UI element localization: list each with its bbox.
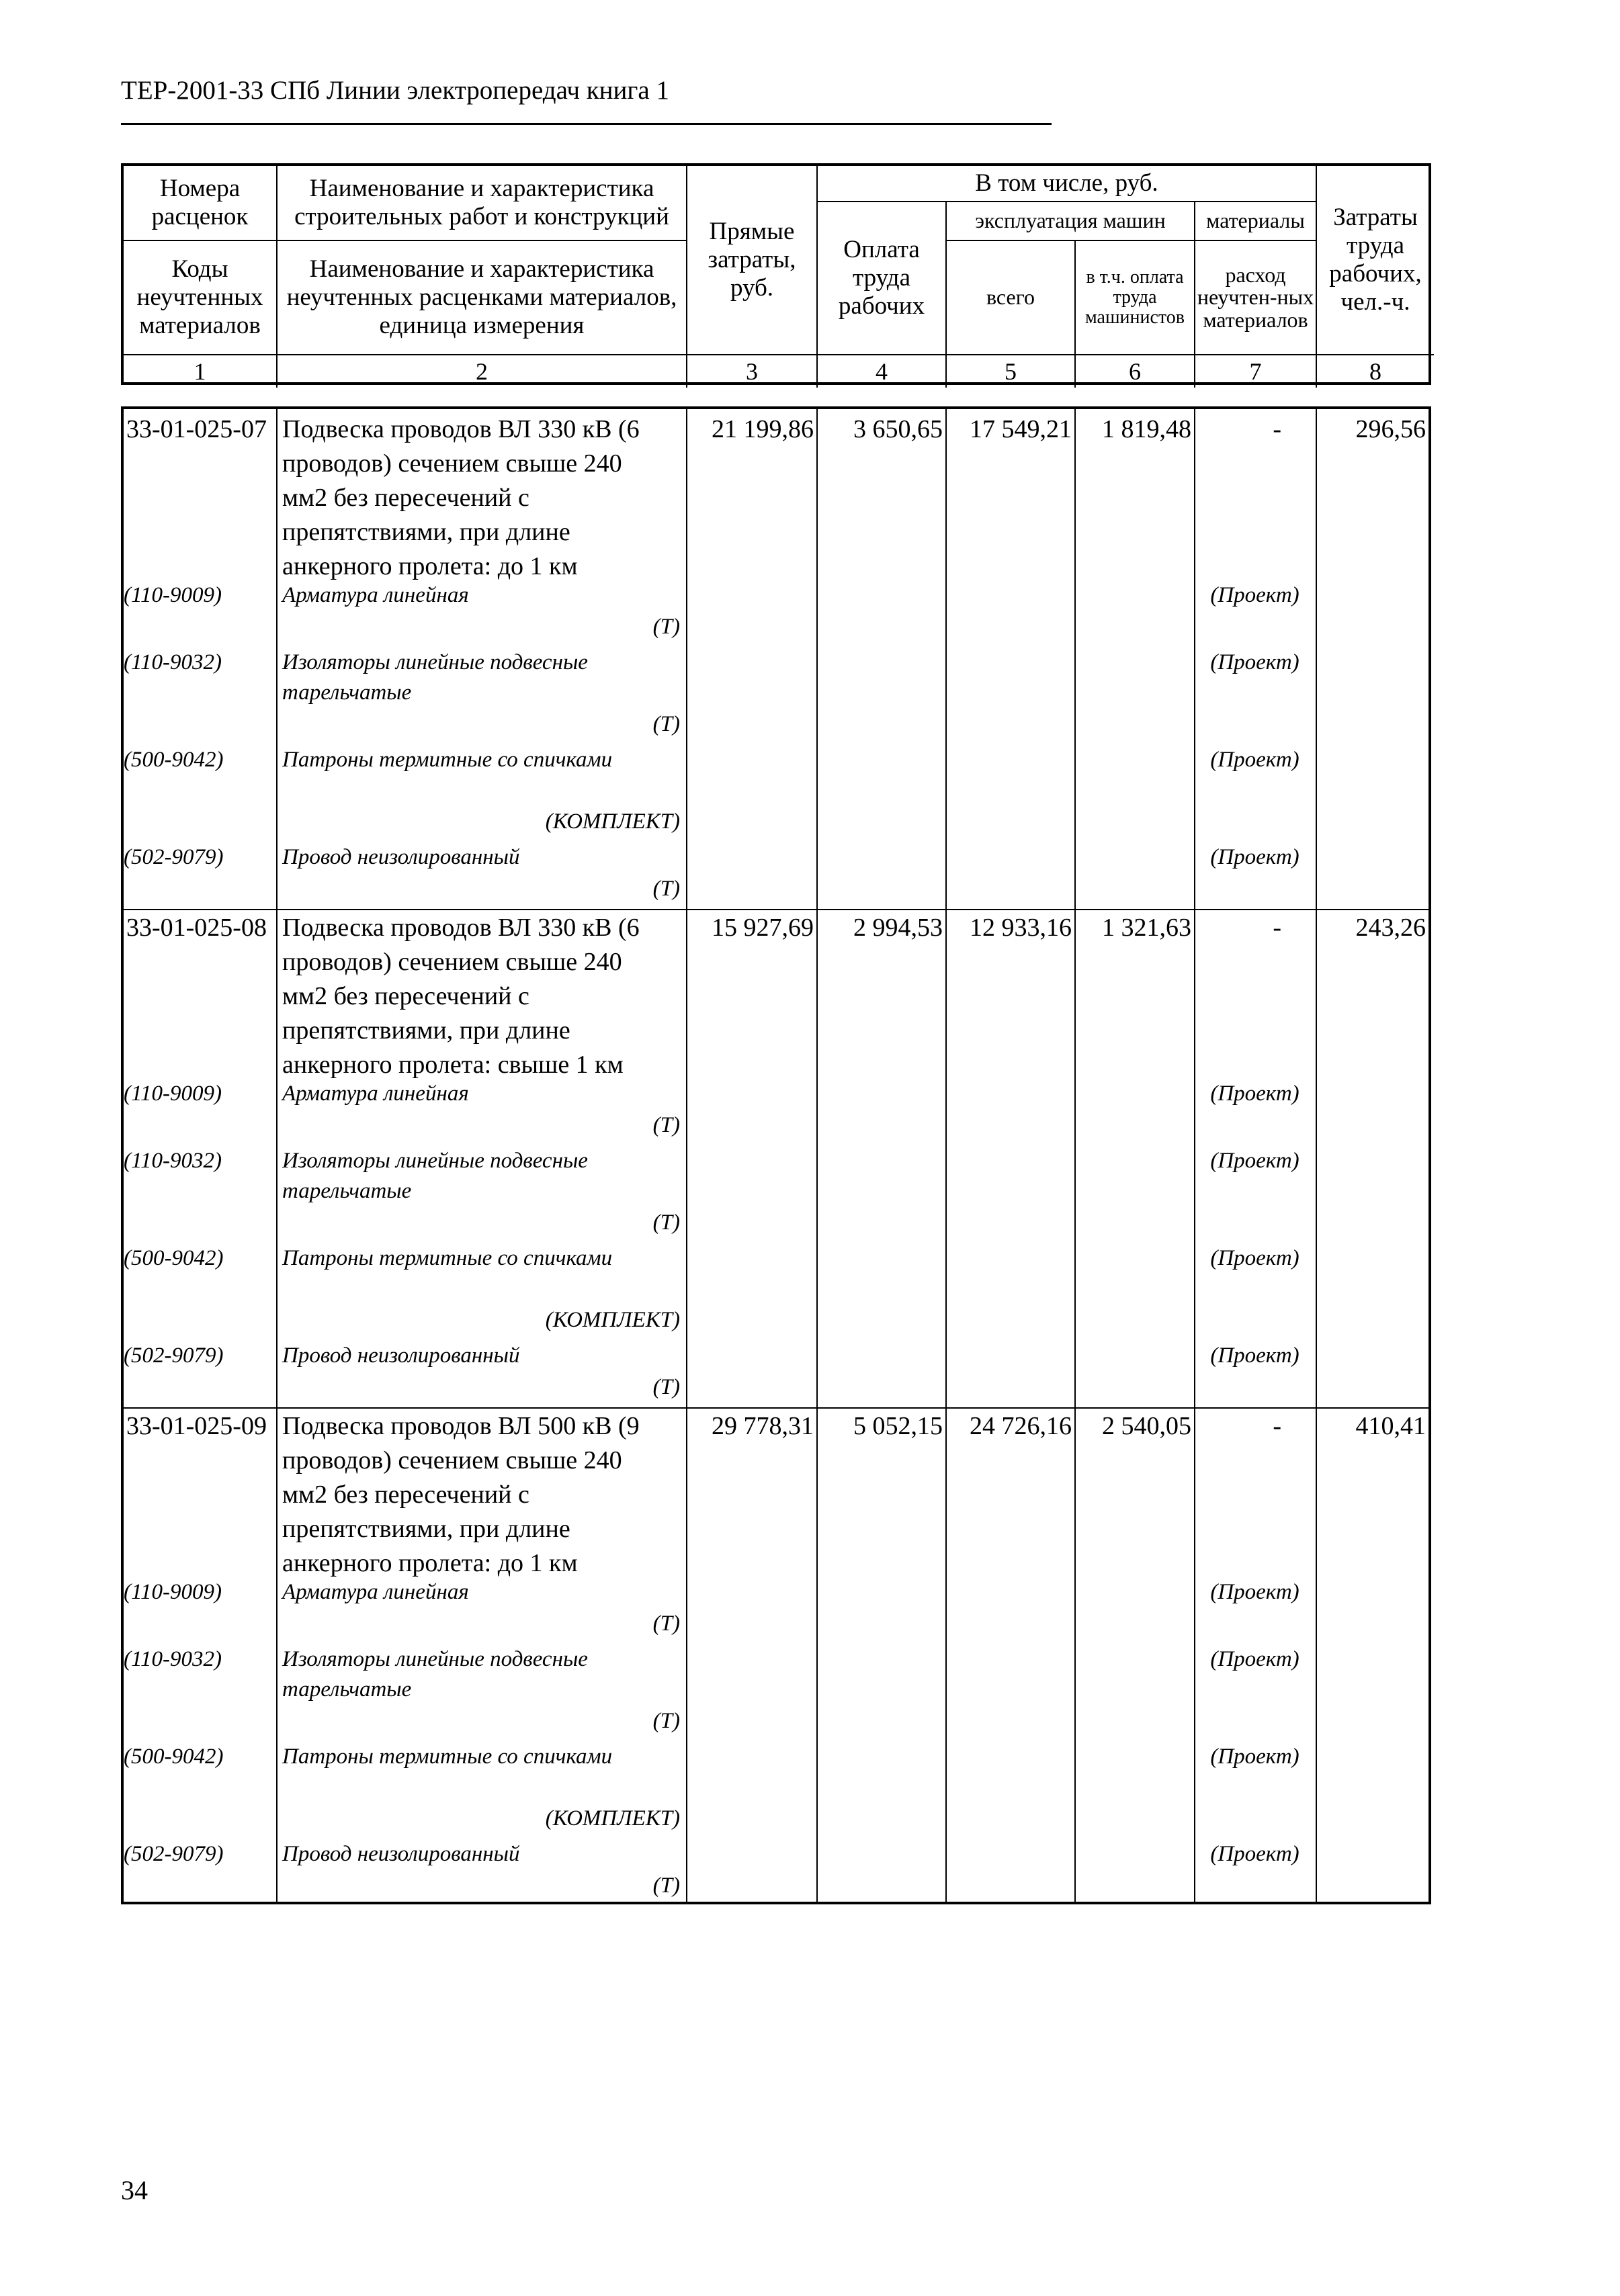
direct-costs-value: 15 927,69 bbox=[712, 914, 814, 942]
material-name: Изоляторы линейные подвесные bbox=[282, 1647, 588, 1671]
header-direct-costs: Прямые затраты, руб. bbox=[687, 166, 818, 355]
direct-costs-value: 29 778,31 bbox=[712, 1412, 814, 1440]
work-description: препятствиями, при длине bbox=[282, 1016, 570, 1045]
column-divider bbox=[945, 409, 947, 1902]
work-description: анкерного пролета: до 1 км bbox=[282, 1549, 578, 1577]
header-including-group: В том числе, руб. bbox=[818, 166, 1317, 202]
header-work-name: Наименование и характеристика строительных работ и конструкций bbox=[278, 166, 687, 241]
work-description: анкерного пролета: до 1 км bbox=[282, 552, 578, 580]
material-name: Патроны термитные со спичками bbox=[282, 1745, 613, 1769]
header-machines-total: всего bbox=[947, 241, 1076, 355]
header-material-name: Наименование и характеристика неучтенных расценками материалов, единица измерения bbox=[278, 241, 687, 355]
material-name: Патроны термитные со спичками bbox=[282, 748, 613, 772]
header-col-number: 7 bbox=[1195, 355, 1317, 388]
machinists-pay-value: 1 321,63 bbox=[1102, 914, 1191, 942]
column-divider bbox=[1316, 409, 1317, 1902]
material-name: Арматура линейная bbox=[282, 1580, 469, 1604]
header-machines: эксплуатация машин bbox=[947, 202, 1195, 241]
header-col-number: 5 bbox=[947, 355, 1076, 388]
labor-pay-value: 5 052,15 bbox=[853, 1412, 943, 1440]
machines-total-value: 17 549,21 bbox=[970, 415, 1072, 443]
rates-table bbox=[121, 406, 1431, 1904]
machinists-pay-value: 2 540,05 bbox=[1102, 1412, 1191, 1440]
direct-costs-value: 21 199,86 bbox=[712, 415, 814, 443]
column-divider bbox=[276, 409, 278, 1902]
material-code: (110-9032) bbox=[124, 1149, 222, 1173]
material-name: Изоляторы линейные подвесные bbox=[282, 650, 588, 674]
labor-hours-value: 243,26 bbox=[1355, 914, 1426, 942]
rate-code: 33-01-025-08 bbox=[126, 914, 267, 942]
work-description: мм2 без пересечений с bbox=[282, 1481, 529, 1509]
header-unaccounted-materials: расход неучтен-ных материалов bbox=[1195, 241, 1317, 355]
material-quantity: (Проект) bbox=[1210, 845, 1299, 869]
material-code: (500-9042) bbox=[124, 1745, 224, 1769]
material-quantity: (Проект) bbox=[1210, 583, 1299, 607]
material-code: (110-9009) bbox=[124, 1081, 222, 1106]
material-code: (502-9079) bbox=[124, 1842, 224, 1866]
material-code: (110-9032) bbox=[124, 650, 222, 674]
material-unit: (Т) bbox=[652, 1709, 680, 1733]
header-rate-numbers: Номера расценок bbox=[124, 166, 278, 241]
material-code: (500-9042) bbox=[124, 748, 224, 772]
row-divider bbox=[124, 1407, 1429, 1409]
rate-code: 33-01-025-07 bbox=[126, 415, 267, 443]
work-description: препятствиями, при длине bbox=[282, 1515, 570, 1543]
header-col-number: 1 bbox=[124, 355, 278, 388]
material-name: тарельчатые bbox=[282, 680, 412, 705]
machines-total-value: 24 726,16 bbox=[970, 1412, 1072, 1440]
material-quantity: (Проект) bbox=[1210, 1081, 1299, 1106]
material-unit: (КОМПЛЕКТ) bbox=[545, 1806, 680, 1830]
material-name: Провод неизолированный bbox=[282, 845, 520, 869]
header-materials: материалы bbox=[1195, 202, 1317, 241]
column-divider bbox=[686, 409, 687, 1902]
material-name: Провод неизолированный bbox=[282, 1842, 520, 1866]
work-description: мм2 без пересечений с bbox=[282, 982, 529, 1010]
material-code: (110-9032) bbox=[124, 1647, 222, 1671]
work-description: проводов) сечением свыше 240 bbox=[282, 1446, 622, 1474]
column-divider bbox=[816, 409, 818, 1902]
labor-hours-value: 410,41 bbox=[1355, 1412, 1426, 1440]
material-code: (110-9009) bbox=[124, 583, 222, 607]
machinists-pay-value: 1 819,48 bbox=[1102, 415, 1191, 443]
material-unit: (Т) bbox=[652, 712, 680, 736]
work-description: препятствиями, при длине bbox=[282, 518, 570, 546]
material-quantity: (Проект) bbox=[1210, 650, 1299, 674]
material-unit: (Т) bbox=[652, 1210, 680, 1235]
page-number: 34 bbox=[121, 2175, 148, 2205]
material-code: (110-9009) bbox=[124, 1580, 222, 1604]
materials-value: - bbox=[1273, 1412, 1281, 1440]
material-quantity: (Проект) bbox=[1210, 1343, 1299, 1368]
material-quantity: (Проект) bbox=[1210, 1149, 1299, 1173]
column-divider bbox=[1074, 409, 1076, 1902]
material-unit: (Т) bbox=[652, 615, 680, 639]
material-name: Арматура линейная bbox=[282, 1081, 469, 1106]
labor-pay-value: 2 994,53 bbox=[853, 914, 943, 942]
material-quantity: (Проект) bbox=[1210, 1842, 1299, 1866]
work-description: проводов) сечением свыше 240 bbox=[282, 449, 622, 478]
material-quantity: (Проект) bbox=[1210, 1580, 1299, 1604]
machines-total-value: 12 933,16 bbox=[970, 914, 1072, 942]
material-code: (502-9079) bbox=[124, 1343, 224, 1368]
header-machinists-pay: в т.ч. оплата труда машинистов bbox=[1076, 241, 1195, 355]
material-unit: (Т) bbox=[652, 1113, 680, 1137]
table-header bbox=[121, 163, 1431, 385]
header-labor-hours: Затраты труда рабочих, чел.-ч. bbox=[1317, 166, 1434, 355]
materials-value: - bbox=[1273, 415, 1281, 443]
header-col-number: 3 bbox=[687, 355, 818, 388]
header-col-number: 6 bbox=[1076, 355, 1195, 388]
header-material-codes: Коды неучтенных материалов bbox=[124, 241, 278, 355]
labor-pay-value: 3 650,65 bbox=[853, 415, 943, 443]
work-description: Подвеска проводов ВЛ 500 кВ (9 bbox=[282, 1412, 640, 1440]
material-quantity: (Проект) bbox=[1210, 1647, 1299, 1671]
header-col-number: 4 bbox=[818, 355, 947, 388]
header-col-number: 8 bbox=[1369, 357, 1381, 385]
material-name: тарельчатые bbox=[282, 1677, 412, 1702]
material-name: Изоляторы линейные подвесные bbox=[282, 1149, 588, 1173]
material-quantity: (Проект) bbox=[1210, 1745, 1299, 1769]
work-description: анкерного пролета: свыше 1 км bbox=[282, 1051, 624, 1079]
running-title: ТЕР-2001-33 СПб Линии электропередач книга 1 bbox=[121, 76, 669, 105]
material-name: Арматура линейная bbox=[282, 583, 469, 607]
row-divider bbox=[124, 909, 1429, 910]
material-name: Патроны термитные со спичками bbox=[282, 1246, 613, 1270]
material-unit: (Т) bbox=[652, 1873, 680, 1898]
header-col-number: 2 bbox=[278, 355, 687, 388]
rate-code: 33-01-025-09 bbox=[126, 1412, 267, 1440]
material-unit: (Т) bbox=[652, 1375, 680, 1399]
materials-value: - bbox=[1273, 914, 1281, 942]
material-code: (502-9079) bbox=[124, 845, 224, 869]
work-description: Подвеска проводов ВЛ 330 кВ (6 bbox=[282, 415, 640, 443]
work-description: мм2 без пересечений с bbox=[282, 484, 529, 512]
material-code: (500-9042) bbox=[124, 1246, 224, 1270]
work-description: проводов) сечением свыше 240 bbox=[282, 948, 622, 976]
material-quantity: (Проект) bbox=[1210, 748, 1299, 772]
material-unit: (КОМПЛЕКТ) bbox=[545, 809, 680, 834]
material-name: Провод неизолированный bbox=[282, 1343, 520, 1368]
material-unit: (КОМПЛЕКТ) bbox=[545, 1308, 680, 1332]
material-unit: (Т) bbox=[652, 1611, 680, 1636]
material-unit: (Т) bbox=[652, 877, 680, 901]
header-labor-pay: Оплата труда рабочих bbox=[818, 202, 947, 355]
title-rule bbox=[121, 123, 1052, 125]
material-quantity: (Проект) bbox=[1210, 1246, 1299, 1270]
work-description: Подвеска проводов ВЛ 330 кВ (6 bbox=[282, 914, 640, 942]
labor-hours-value: 296,56 bbox=[1355, 415, 1426, 443]
material-name: тарельчатые bbox=[282, 1179, 412, 1203]
